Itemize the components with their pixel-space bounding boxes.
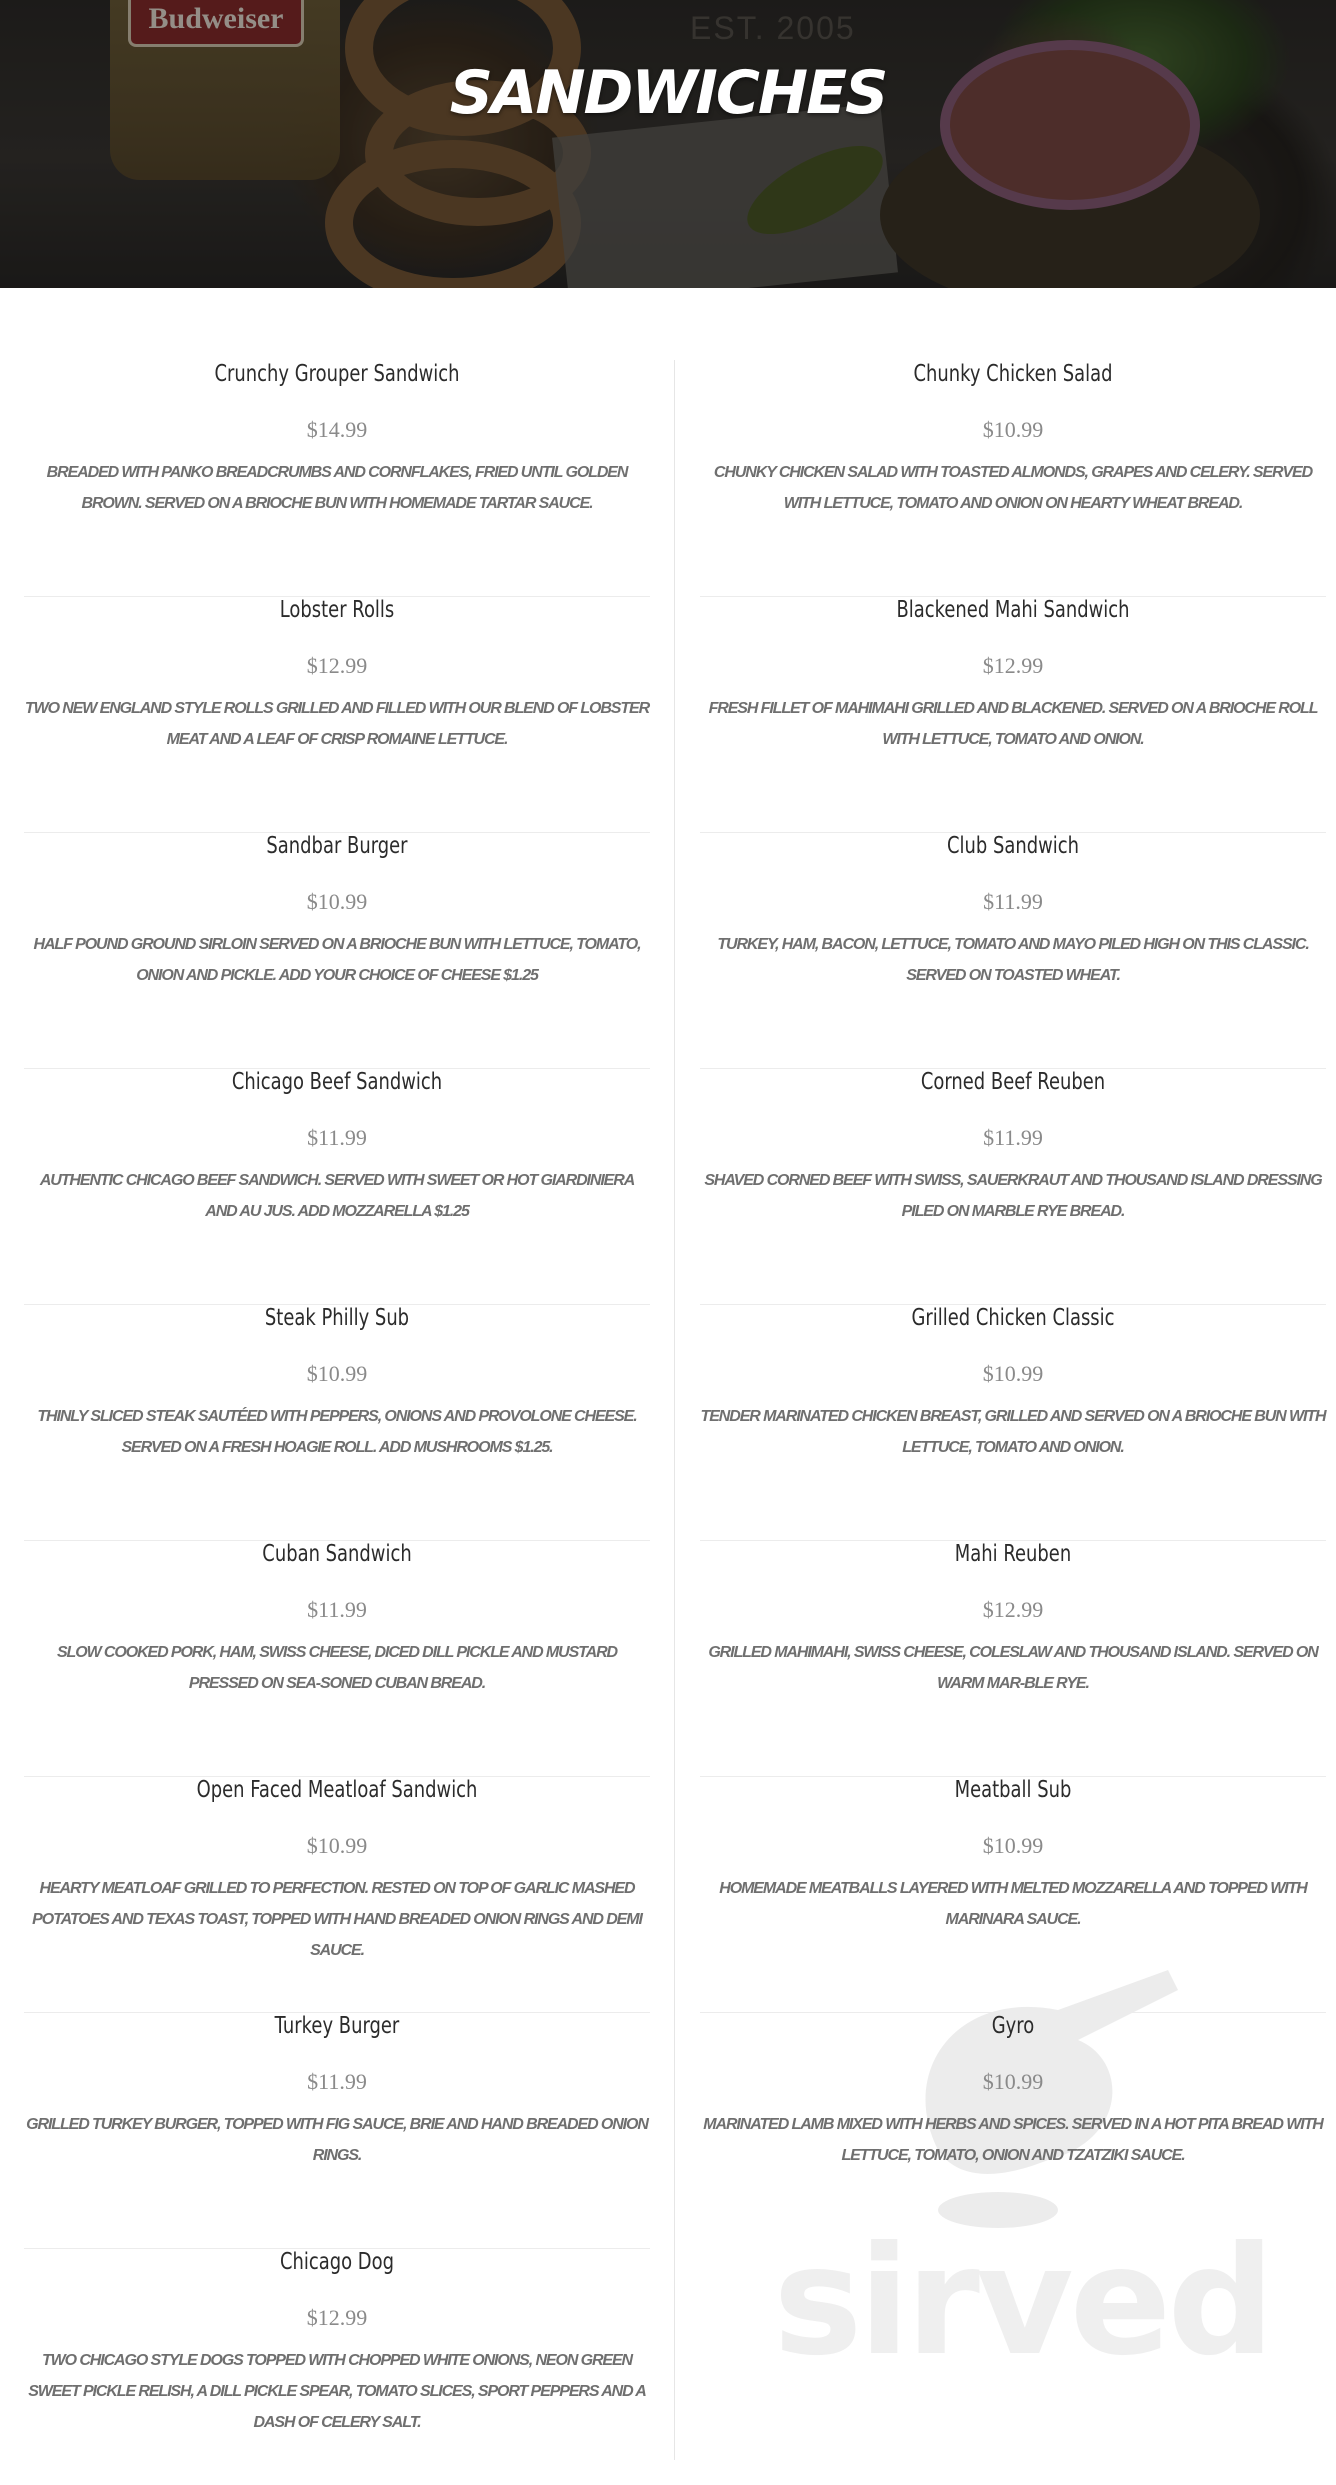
menu-item xyxy=(700,1541,1326,1777)
menu-item-name: Chunky Chicken Salad xyxy=(913,361,1113,387)
menu-item-price: $11.99 xyxy=(307,2069,367,2094)
menu-item-price: $10.99 xyxy=(982,2069,1044,2094)
menu-item-description: BREADED WITH PANKO BREADCRUMBS AND CORNFLAKES, FRIED UNTIL GOLDEN BROWN. SERVED ON A BRIOCHE BUN WITH HOMEMADE TARTAR SAUCE. xyxy=(46,464,628,512)
menu-item xyxy=(24,1777,650,2013)
menu-item-name: Open Faced Meatloaf Sandwich xyxy=(196,1777,478,1803)
menu-item-price: $10.99 xyxy=(982,417,1044,442)
menu-item-description: AUTHENTIC CHICAGO BEEF SANDWICH. SERVED WITH SWEET OR HOT GIARDINIERA AND AU JUS. ADD MOZZARELLA $1.25 xyxy=(39,1172,635,1220)
menu-item-price: $10.99 xyxy=(306,1361,368,1386)
menu-item-name: Lobster Rolls xyxy=(279,597,395,623)
menu-item-name: Club Sandwich xyxy=(946,833,1079,859)
menu-item-name: Steak Philly Sub xyxy=(264,1305,410,1331)
menu-item-price: $14.99 xyxy=(306,417,368,442)
menu-item xyxy=(24,833,650,1069)
menu-item xyxy=(700,1777,1326,2013)
menu-item xyxy=(24,2013,650,2249)
menu-item-description: TWO NEW ENGLAND STYLE ROLLS GRILLED AND FILLED WITH OUR BLEND OF LOBSTER MEAT AND A LEAF OF CRISP ROMAINE LETTUCE. xyxy=(24,700,650,748)
menu-item-price: $10.99 xyxy=(982,1833,1044,1858)
menu-item-price: $12.99 xyxy=(306,2305,368,2330)
beer-brand-label: Budweiser xyxy=(128,0,304,47)
menu-item-description: THINLY SLICED STEAK SAUTÉED WITH PEPPERS, ONIONS AND PROVOLONE CHEESE. SERVED ON A FRESH HOAGIE ROLL. ADD MUSHROOMS $1.25. xyxy=(37,1408,637,1456)
menu-item-price: $11.99 xyxy=(307,1125,367,1150)
menu-item-description: HALF POUND GROUND SIRLOIN SERVED ON A BRIOCHE BUN WITH LETTUCE, TOMATO, ONION AND PICKLE. ADD YOUR CHOICE OF CHEESE $1.25 xyxy=(33,936,641,984)
menu-item-name: Gyro xyxy=(991,2013,1035,2039)
menu-item xyxy=(24,1541,650,1777)
page-title: SANDWICHES xyxy=(449,58,887,128)
menu-item xyxy=(700,2013,1326,2249)
menu-item-description: TENDER MARINATED CHICKEN BREAST, GRILLED AND SERVED ON A BRIOCHE BUN WITH LETTUCE, TOMATO AND ONION. xyxy=(700,1408,1326,1456)
menu-item xyxy=(24,361,650,597)
menu-item-name: Meatball Sub xyxy=(954,1777,1072,1803)
column-divider xyxy=(674,360,675,2460)
menu-item xyxy=(700,1305,1326,1541)
menu-item-price: $11.99 xyxy=(307,1597,367,1622)
menu-item xyxy=(24,2249,650,2485)
menu-item-description: GRILLED TURKEY BURGER, TOPPED WITH FIG SAUCE, BRIE AND HAND BREADED ONION RINGS. xyxy=(26,2116,648,2164)
menu-item-description: HOMEMADE MEATBALLS LAYERED WITH MELTED MOZZARELLA AND TOPPED WITH MARINARA SAUCE. xyxy=(719,1880,1307,1928)
menu-item-price: $12.99 xyxy=(982,653,1044,678)
menu-item-name: Corned Beef Reuben xyxy=(920,1069,1106,1095)
menu-item xyxy=(24,1305,650,1541)
menu-item-description: CHUNKY CHICKEN SALAD WITH TOASTED ALMONDS, GRAPES AND CELERY. SERVED WITH LETTUCE, TOMATO AND ONION ON HEARTY WHEAT BREAD. xyxy=(713,464,1313,512)
menu-item-description: TURKEY, HAM, BACON, LETTUCE, TOMATO AND MAYO PILED HIGH ON THIS CLASSIC. SERVED ON TOASTED WHEAT. xyxy=(717,936,1309,984)
menu-item-description: MARINATED LAMB MIXED WITH HERBS AND SPICES. SERVED IN A HOT PITA BREAD WITH LETTUCE, TOMATO, ONION AND TZATZIKI SAUCE. xyxy=(703,2116,1323,2164)
est-text: EST. 2005 xyxy=(690,10,856,46)
menu-item-name: Turkey Burger xyxy=(274,2013,400,2039)
menu-item-price: $12.99 xyxy=(306,653,368,678)
menu-item-name: Chicago Dog xyxy=(279,2249,394,2275)
menu-item-name: Blackened Mahi Sandwich xyxy=(896,597,1130,623)
menu-item xyxy=(24,597,650,833)
menu-item-name: Sandbar Burger xyxy=(266,833,408,859)
menu-item-name: Grilled Chicken Classic xyxy=(911,1305,1115,1331)
menu-item-description: GRILLED MAHIMAHI, SWISS CHEESE, COLESLAW AND THOUSAND ISLAND. SERVED ON WARM MAR-BLE RYE. xyxy=(708,1644,1318,1692)
watermark-text: sirved xyxy=(773,2215,1271,2389)
menu-item xyxy=(700,361,1326,597)
menu-item-price: $10.99 xyxy=(982,1361,1044,1386)
menu-item-price: $12.99 xyxy=(982,1597,1044,1622)
menu-item xyxy=(24,1069,650,1305)
menu-item-description: SLOW COOKED PORK, HAM, SWISS CHEESE, DICED DILL PICKLE AND MUSTARD PRESSED ON SEA-SONED CUBAN BREAD. xyxy=(56,1644,618,1692)
menu-item-price: $10.99 xyxy=(306,889,368,914)
menu-item-name: Chicago Beef Sandwich xyxy=(231,1069,443,1095)
menu-item xyxy=(700,1069,1326,1305)
menu-item xyxy=(700,597,1326,833)
menu-item-price: $11.99 xyxy=(983,1125,1043,1150)
menu-item-price: $10.99 xyxy=(306,1833,368,1858)
menu-item xyxy=(700,833,1326,1069)
menu-item-description: FRESH FILLET OF MAHIMAHI GRILLED AND BLACKENED. SERVED ON A BRIOCHE ROLL WITH LETTUCE, TOMATO AND ONION. xyxy=(708,700,1318,748)
menu-item-name: Crunchy Grouper Sandwich xyxy=(214,361,460,387)
menu-item-price: $11.99 xyxy=(983,889,1043,914)
menu-item-description: TWO CHICAGO STYLE DOGS TOPPED WITH CHOPPED WHITE ONIONS, NEON GREEN SWEET PICKLE RELISH, A DILL PICKLE SPEAR, TOMATO SLICES, SPORT PEPPERS AND A DASH OF CELERY SALT. xyxy=(28,2352,646,2431)
menu-item-description: SHAVED CORNED BEEF WITH SWISS, SAUERKRAUT AND THOUSAND ISLAND DRESSING PILED ON MARBLE RYE BREAD. xyxy=(704,1172,1322,1220)
menu-item-name: Mahi Reuben xyxy=(954,1541,1072,1567)
header-banner xyxy=(0,0,1336,288)
header-overlay xyxy=(0,0,1336,288)
menu-item-description: HEARTY MEATLOAF GRILLED TO PERFECTION. RESTED ON TOP OF GARLIC MASHED POTATOES AND TEXAS TOAST, TOPPED WITH HAND BREADED ONION RINGS AND DEMI SAUCE. xyxy=(32,1880,642,1959)
menu-item-name: Cuban Sandwich xyxy=(262,1541,412,1567)
